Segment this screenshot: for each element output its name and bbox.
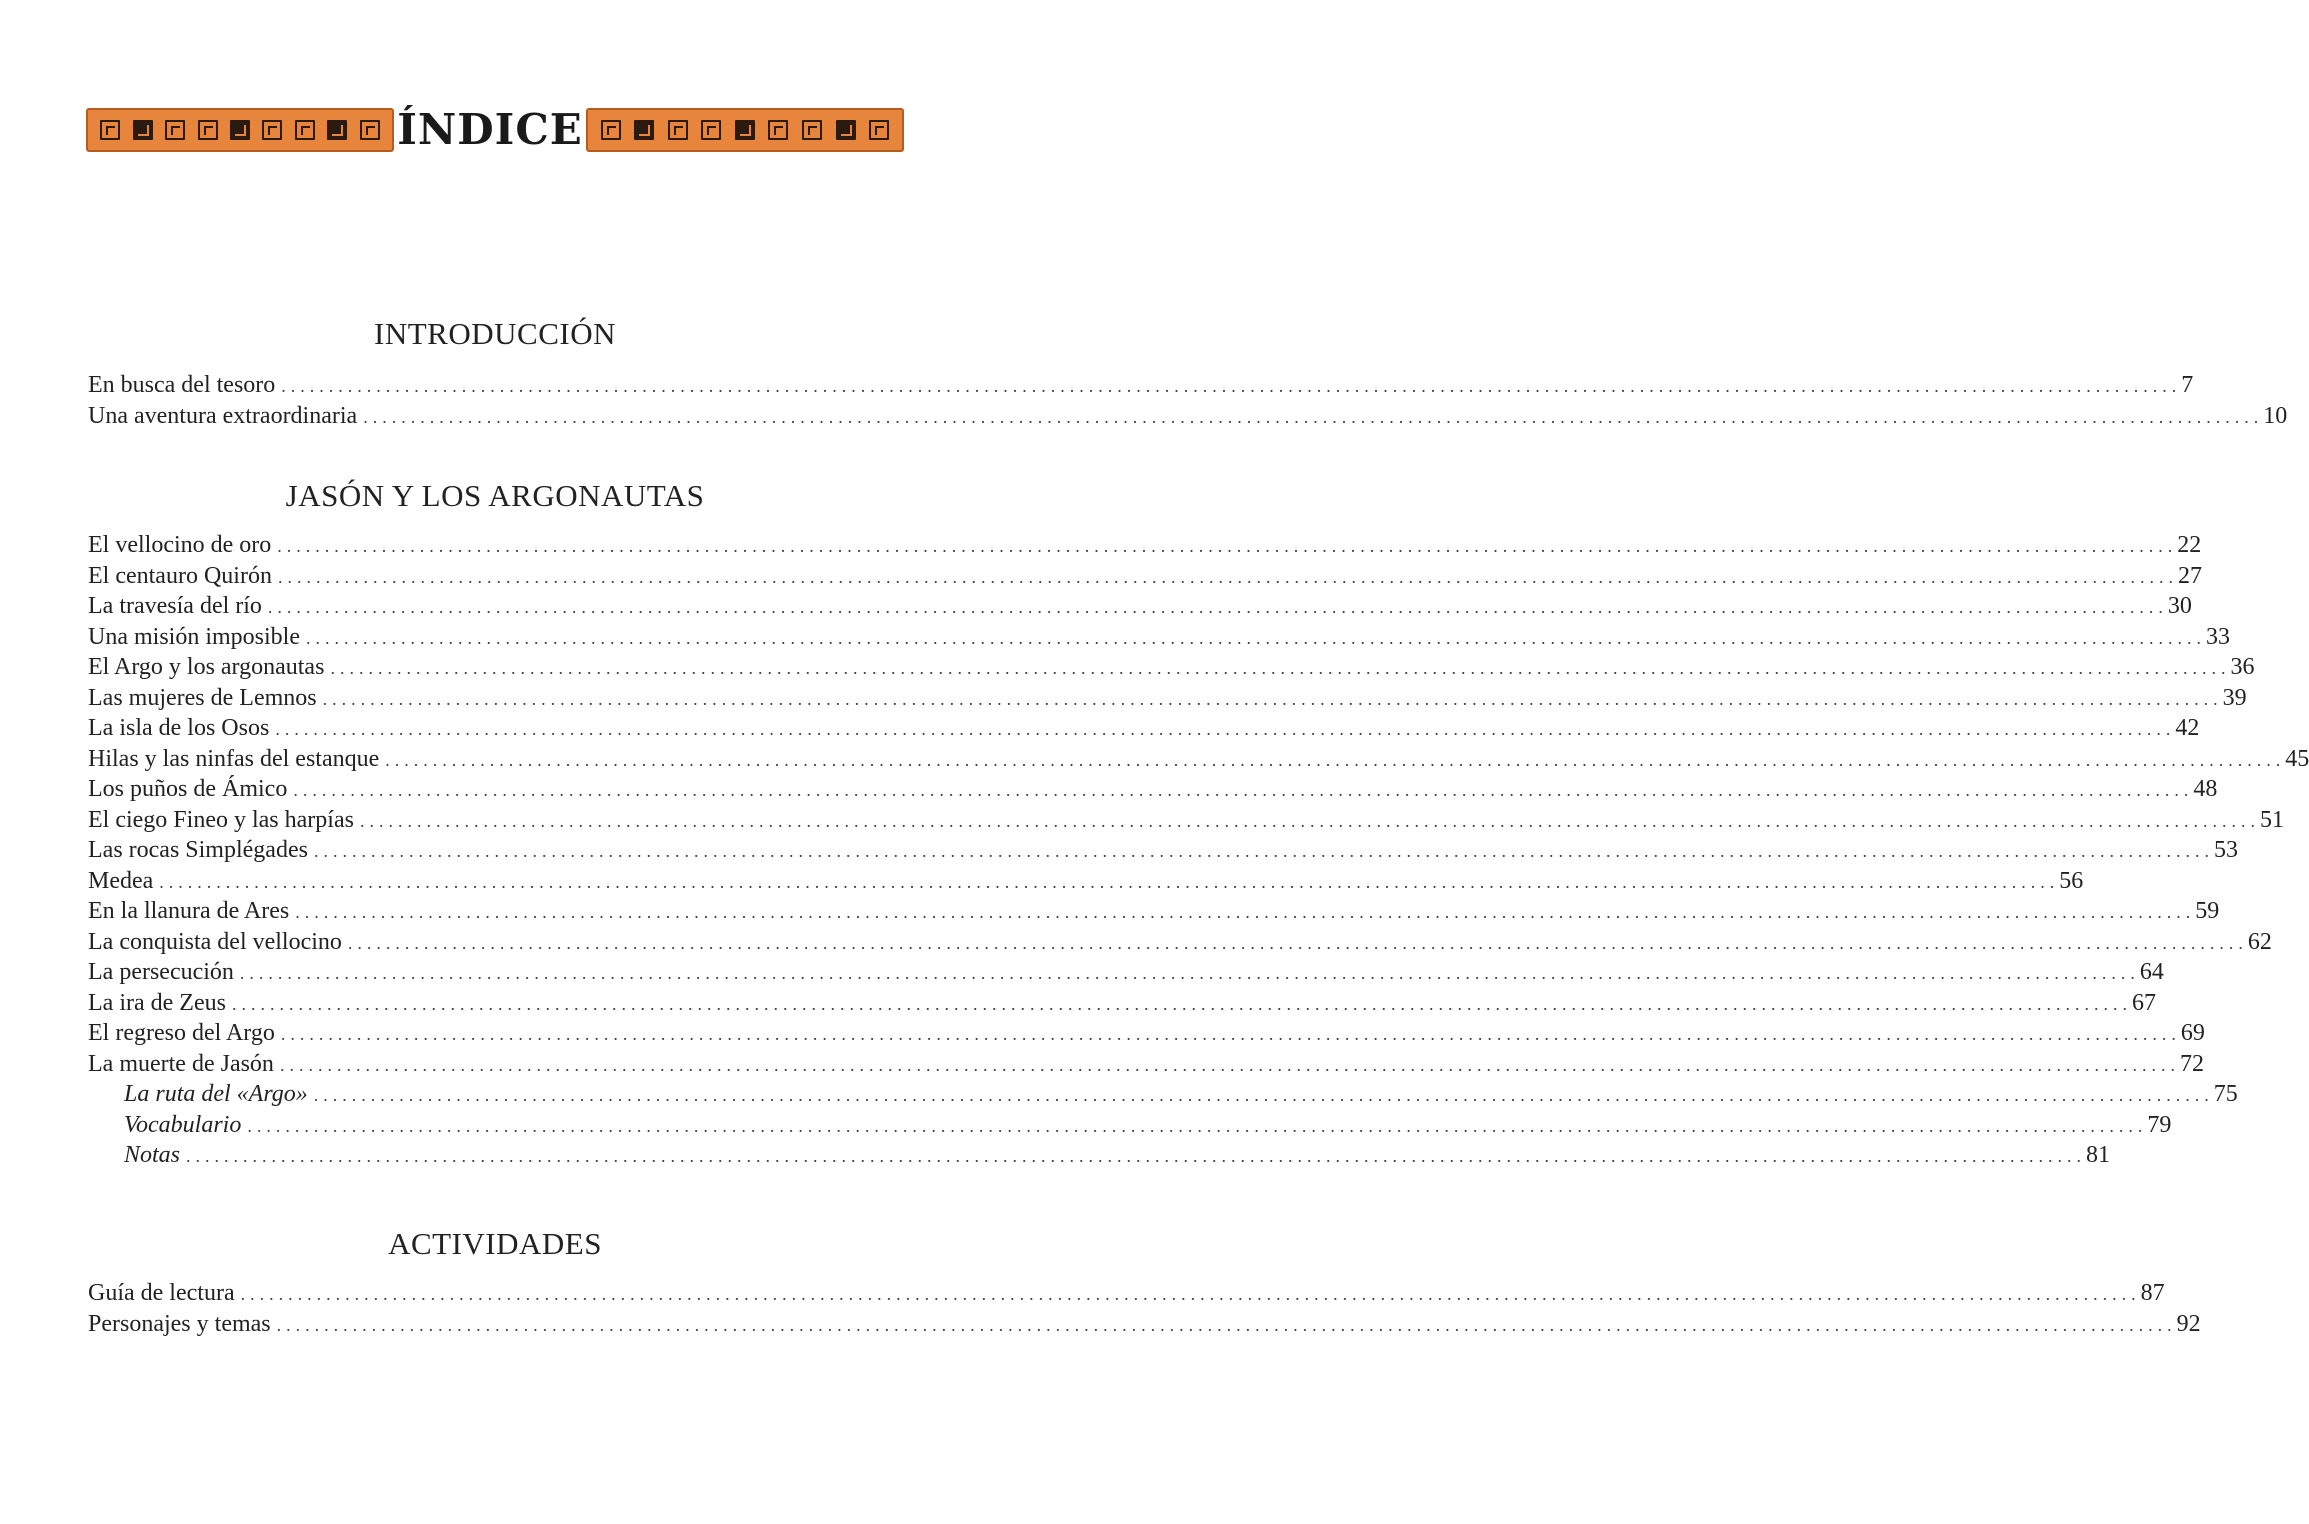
toc-entry-page: 7 (2181, 372, 2194, 398)
toc-entry (88, 593, 2192, 624)
toc-entry-title: El Argo y los argonautas (88, 654, 325, 680)
dot-leader: ........................................................................................................................................................................................................ (279, 1054, 2180, 1075)
meander-icon (836, 120, 856, 140)
meander-icon (802, 120, 822, 140)
toc-entry-title: Notas (124, 1142, 181, 1168)
toc-list-introduccion (88, 372, 2288, 433)
toc-entry-page: 30 (2167, 593, 2192, 619)
dot-leader: ........................................................................................................................................................................................................ (277, 536, 2178, 556)
dot-leader: ........................................................................................................................................................................................................ (295, 902, 2196, 922)
toc-entry-title: La travesía del río (88, 593, 262, 619)
toc-entry-title: Las rocas Simplégades (88, 837, 308, 863)
toc-entry (88, 1280, 2165, 1311)
dot-leader: ........................................................................................................................................................................................................ (385, 749, 2286, 770)
toc-entry-page: 75 (2213, 1081, 2238, 1107)
greek-key-ornament-left (86, 108, 394, 152)
toc-entry-page: 92 (2176, 1310, 2201, 1337)
toc-entry-title: La ruta del «Argo» (124, 1081, 308, 1107)
toc-entry-page: 51 (2259, 806, 2284, 833)
section-title-jason: JASÓN Y LOS ARGONAUTAS (285, 478, 705, 513)
toc-entry-title: Vocabulario (124, 1111, 242, 1138)
toc-entry-title: En busca del tesoro (88, 372, 276, 398)
toc-entry (88, 532, 2202, 563)
toc-entry-page: 72 (2179, 1050, 2204, 1077)
section-title-introduccion: INTRODUCCIÓN (374, 316, 616, 351)
dot-leader: ........................................................................................................................................................................................................ (267, 597, 2168, 617)
toc-entry-title: El regreso del Argo (88, 1020, 275, 1046)
toc-entry-title: La ira de Zeus (88, 989, 226, 1016)
dot-leader: ........................................................................................................................................................................................................ (330, 658, 2231, 678)
toc-entry (88, 654, 2255, 685)
meander-icon (165, 120, 185, 140)
toc-entry-page: 33 (2206, 623, 2230, 650)
toc-entry (88, 402, 2288, 434)
toc-entry-title: El vellocino de oro (88, 532, 272, 558)
dot-leader: ........................................................................................................................................................................................................ (359, 810, 2260, 831)
toc-entry-title: Los puños de Ámico (88, 776, 288, 802)
page-title: ÍNDICE (397, 105, 583, 154)
toc-entry-title: Las mujeres de Lemnos (88, 684, 317, 711)
meander-icon (701, 120, 721, 140)
toc-entry (88, 1081, 2238, 1112)
dot-leader: ........................................................................................................................................................................................................ (247, 1115, 2148, 1136)
toc-entry-title: Hilas y las ninfas del estanque (88, 745, 380, 772)
dot-leader: ........................................................................................................................................................................................................ (313, 1085, 2214, 1105)
toc-entry (88, 372, 2194, 403)
toc-entry (88, 776, 2218, 807)
toc-entry-title: La persecución (88, 959, 234, 985)
toc-entry-page: 45 (2285, 745, 2309, 772)
toc-entry-title: Medea (88, 867, 154, 894)
toc-entry (88, 898, 2220, 929)
toc-entry-page: 22 (2177, 532, 2202, 558)
toc-entry (88, 1020, 2205, 1051)
meander-icon (634, 120, 654, 140)
toc-list-actividades (88, 1280, 2201, 1341)
toc-entry (88, 562, 2202, 594)
meander-icon (262, 120, 282, 140)
dot-leader: ........................................................................................................................................................................................................ (277, 566, 2178, 587)
meander-icon (869, 120, 889, 140)
toc-entry-page: 56 (2059, 867, 2084, 894)
meander-icon (735, 120, 755, 140)
meander-icon (295, 120, 315, 140)
toc-entry-title: El centauro Quirón (88, 562, 272, 589)
meander-icon (601, 120, 621, 140)
dot-leader: ........................................................................................................................................................................................................ (239, 963, 2140, 983)
toc-entry-page: 81 (2086, 1142, 2111, 1168)
section-title-actividades: ACTIVIDADES (388, 1226, 602, 1261)
toc-entry-title: La isla de los Osos (88, 715, 270, 741)
dot-leader: ........................................................................................................................................................................................................ (186, 1146, 2087, 1166)
greek-key-ornament-right (586, 108, 904, 152)
toc-entry (88, 959, 2164, 990)
meander-icon (327, 120, 347, 140)
meander-icon (198, 120, 218, 140)
toc-entry (88, 715, 2200, 746)
toc-entry (88, 745, 2309, 777)
toc-entry (88, 806, 2284, 838)
toc-entry-page: 59 (2195, 898, 2220, 924)
toc-entry-page: 27 (2177, 562, 2202, 589)
toc-entry (88, 1050, 2204, 1082)
dot-leader: ........................................................................................................................................................................................................ (231, 993, 2132, 1014)
toc-entry-title: En la llanura de Ares (88, 898, 290, 924)
toc-entry-title: Guía de lectura (88, 1280, 235, 1306)
toc-entry-title: La muerte de Jasón (88, 1050, 274, 1077)
toc-entry-page: 64 (2139, 959, 2164, 985)
toc-entry-page: 42 (2175, 715, 2200, 741)
dot-leader: ........................................................................................................................................................................................................ (159, 871, 2060, 892)
toc-entry (88, 837, 2238, 868)
meander-icon (230, 120, 250, 140)
toc-entry-page: 53 (2213, 837, 2238, 863)
dot-leader: ........................................................................................................................................................................................................ (322, 688, 2223, 709)
toc-entry-page: 79 (2147, 1111, 2172, 1138)
toc-entry-page: 62 (2247, 928, 2272, 955)
toc-entry (88, 928, 2272, 960)
meander-icon (668, 120, 688, 140)
dot-leader: ........................................................................................................................................................................................................ (293, 780, 2194, 800)
toc-entry (88, 1142, 2111, 1173)
toc-entry-title: El ciego Fineo y las harpías (88, 806, 354, 833)
toc-list-jason (88, 532, 2309, 1173)
dot-leader: ........................................................................................................................................................................................................ (280, 1024, 2181, 1044)
meander-icon (768, 120, 788, 140)
dot-leader: ........................................................................................................................................................................................................ (363, 406, 2264, 427)
toc-entry-title: Una misión imposible (88, 623, 300, 650)
toc-entry-page: 67 (2131, 989, 2156, 1016)
dot-leader: ........................................................................................................................................................................................................ (347, 932, 2248, 953)
dot-leader: ........................................................................................................................................................................................................ (306, 627, 2206, 648)
toc-entry (88, 684, 2247, 716)
index-header (86, 98, 904, 162)
dot-leader: ........................................................................................................................................................................................................ (240, 1284, 2141, 1304)
dot-leader: ........................................................................................................................................................................................................ (275, 719, 2176, 739)
toc-entry-title: Personajes y temas (88, 1310, 271, 1337)
meander-icon (360, 120, 380, 140)
toc-entry (88, 1310, 2201, 1342)
toc-entry (88, 623, 2230, 655)
toc-entry-page: 48 (2193, 776, 2218, 802)
dot-leader: ........................................................................................................................................................................................................ (276, 1314, 2177, 1335)
toc-entry-page: 10 (2263, 402, 2288, 429)
meander-icon (133, 120, 153, 140)
toc-entry-page: 36 (2230, 654, 2255, 680)
meander-icon (100, 120, 120, 140)
toc-entry-title: Una aventura extraordinaria (88, 402, 358, 429)
dot-leader: ........................................................................................................................................................................................................ (281, 376, 2182, 396)
toc-entry (88, 1111, 2172, 1143)
toc-entry-title: La conquista del vellocino (88, 928, 342, 955)
toc-entry-page: 69 (2180, 1020, 2205, 1046)
toc-entry (88, 989, 2156, 1021)
toc-entry (88, 867, 2084, 899)
toc-entry-page: 39 (2222, 684, 2247, 711)
dot-leader: ........................................................................................................................................................................................................ (313, 841, 2214, 861)
toc-entry-page: 87 (2140, 1280, 2165, 1306)
